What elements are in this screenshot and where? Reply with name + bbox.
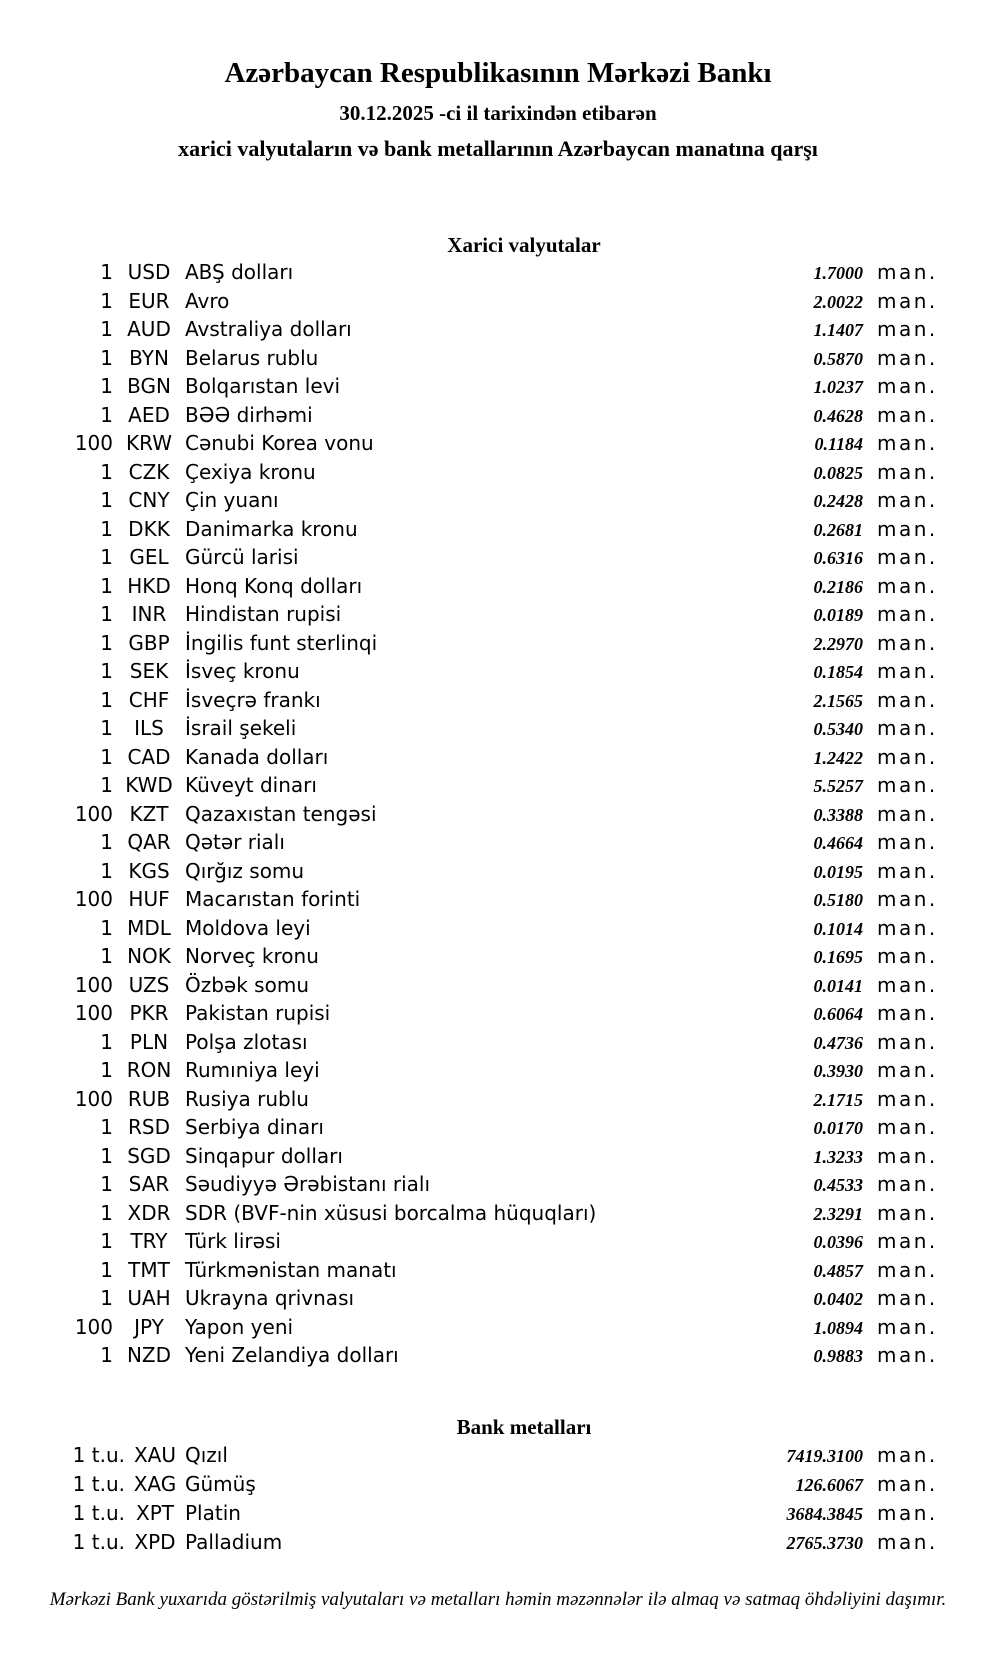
currency-code: SEK [129, 659, 169, 683]
currency-quantity: 1 [100, 516, 113, 541]
currency-name: Qırğız somu [185, 858, 305, 883]
currency-name: ABŞ dolları [185, 260, 294, 284]
currency-row [0, 1342, 996, 1371]
currency-name: Rusiya rublu [185, 1086, 309, 1111]
currency-code: JPY [134, 1314, 164, 1339]
currency-name: Danimarka kronu [185, 516, 358, 541]
currency-quantity: 100 [74, 972, 113, 997]
currency-code: GBP [128, 630, 170, 655]
currency-code: UAH [127, 1286, 171, 1310]
currency-unit-label: man. [877, 944, 938, 968]
currency-unit-label: man. [877, 830, 938, 854]
currency-rate: 0.2681 [813, 519, 863, 540]
currency-rate: 0.5870 [813, 348, 863, 369]
currency-code: CAD [127, 744, 171, 769]
currency-code: KGS [128, 858, 170, 883]
currency-quantity: 1 [100, 1229, 113, 1253]
currency-row [0, 373, 996, 402]
currency-row [0, 487, 996, 516]
currency-name: Yeni Zelandiya dolları [185, 1343, 399, 1367]
currency-rate: 0.4533 [813, 1175, 863, 1195]
currency-code: CZK [128, 459, 170, 484]
currency-name: Sinqapur dolları [185, 1143, 343, 1168]
currency-name: Qətər rialı [185, 830, 285, 854]
currency-unit-label: man. [877, 1257, 938, 1282]
metal-rate: 126.6067 [795, 1474, 863, 1495]
currency-quantity: 1 [100, 1029, 113, 1054]
currency-unit-label: man. [877, 345, 938, 370]
currency-unit-label: man. [877, 602, 938, 626]
currency-quantity: 1 [100, 288, 113, 313]
currency-name: İsveçrə frankı [185, 687, 321, 712]
currency-rate: 0.0402 [813, 1289, 863, 1309]
currency-quantity: 1 [100, 630, 113, 655]
currency-unit-label: man. [877, 1086, 938, 1111]
currency-quantity: 1 [100, 1286, 113, 1310]
metal-unit-label: man. [877, 1500, 938, 1525]
metal-quantity: 1 t.u. [72, 1500, 125, 1525]
currency-name: Gürcü larisi [185, 545, 299, 569]
currencies-table [0, 259, 996, 1371]
metal-row [0, 1528, 996, 1557]
currency-unit-label: man. [877, 773, 938, 797]
currency-code: UZS [128, 972, 170, 997]
currency-rate: 0.5180 [813, 890, 863, 910]
metal-code: XPT [136, 1500, 174, 1525]
currency-code: MDL [127, 915, 171, 940]
metals-section-title: Bank metalları [456, 1414, 592, 1439]
currency-code: ILS [134, 716, 164, 740]
currency-row [0, 972, 996, 1001]
currency-row [0, 402, 996, 431]
currency-rate: 0.0170 [813, 1118, 863, 1138]
foreign-currencies-section [0, 233, 996, 1371]
currency-unit-label: man. [877, 431, 938, 455]
currency-unit-label: man. [877, 1200, 938, 1225]
currency-name: Avstraliya dolları [185, 317, 352, 341]
metal-code: XAG [133, 1471, 177, 1496]
currency-row [0, 316, 996, 345]
currency-code: SGD [127, 1143, 171, 1168]
currency-row [0, 544, 996, 573]
currency-row [0, 1086, 996, 1115]
currency-quantity: 1 [100, 260, 113, 284]
currency-code: AED [128, 402, 170, 427]
currency-code: DKK [128, 516, 170, 541]
currency-rate: 0.0195 [813, 861, 863, 882]
currency-name: Macarıstan forinti [185, 887, 361, 911]
currency-unit-label: man. [877, 1314, 938, 1339]
currency-unit-label: man. [877, 972, 938, 997]
currency-name: Belarus rublu [185, 345, 319, 370]
currency-unit-label: man. [877, 402, 938, 427]
metal-code: XPD [134, 1529, 176, 1554]
metal-row [0, 1499, 996, 1528]
currency-row [0, 459, 996, 488]
currency-row [0, 288, 996, 317]
currency-quantity: 1 [100, 1058, 113, 1082]
currency-row [0, 744, 996, 773]
currency-rate: 1.2422 [813, 747, 863, 768]
disclaimer-text: Mərkəzi Bank yuxarıda göstərilmiş valyutaları və metalları həmin məzənnələr ilə almaq və satmaq öhdəliyini daşımır. [49, 1588, 947, 1610]
currency-rate: 0.5340 [813, 719, 863, 739]
currency-rate: 0.9883 [813, 1346, 863, 1366]
currency-row [0, 715, 996, 744]
currency-name: Serbiya dinarı [185, 1115, 324, 1139]
currency-rate: 0.6316 [813, 548, 863, 568]
metal-row [0, 1470, 996, 1499]
currency-rate: 0.6064 [813, 1004, 863, 1024]
currency-code: INR [131, 602, 167, 626]
currency-code: PLN [129, 1029, 169, 1054]
currency-row [0, 772, 996, 801]
currency-quantity: 1 [100, 858, 113, 883]
currency-quantity: 100 [74, 1086, 113, 1111]
currency-name: İsrail şekeli [185, 716, 297, 740]
exchange-rate-bulletin [0, 57, 996, 1655]
currency-rate: 0.1695 [813, 947, 863, 967]
currency-code: QAR [127, 830, 171, 854]
currency-rate: 0.4664 [813, 833, 863, 853]
currency-row [0, 1171, 996, 1200]
currency-name: Özbək somu [185, 972, 309, 997]
currency-row [0, 1257, 996, 1286]
currency-name: Norveç kronu [185, 944, 319, 968]
currency-rate: 0.0141 [813, 975, 863, 996]
currency-quantity: 1 [100, 915, 113, 940]
currency-unit-label: man. [877, 915, 938, 940]
currency-unit-label: man. [877, 260, 938, 284]
currency-code: SAR [128, 1172, 170, 1196]
currency-code: GEL [129, 545, 169, 569]
currency-rate: 0.2186 [813, 576, 863, 597]
currency-rate: 2.3291 [813, 1203, 863, 1224]
currency-name: Ukrayna qrivnası [185, 1286, 355, 1310]
currency-quantity: 1 [100, 1172, 113, 1196]
currency-row [0, 1314, 996, 1343]
currency-row [0, 1228, 996, 1257]
bank-metals-section [0, 1415, 996, 1557]
currency-name: Polşa zlotası [185, 1029, 308, 1054]
currency-row [0, 1029, 996, 1058]
currencies-section-title: Xarici valyutalar [447, 233, 601, 257]
currency-name: Çin yuanı [185, 488, 279, 512]
currency-unit-label: man. [877, 1143, 938, 1168]
currency-unit-label: man. [877, 573, 938, 598]
currency-quantity: 1 [100, 488, 113, 512]
currency-unit-label: man. [877, 1286, 938, 1310]
currency-unit-label: man. [877, 1001, 938, 1025]
currency-unit-label: man. [877, 1058, 938, 1082]
currency-rate: 0.1014 [813, 918, 863, 939]
currency-unit-label: man. [877, 317, 938, 341]
currency-unit-label: man. [877, 716, 938, 740]
currency-unit-label: man. [877, 887, 938, 911]
currency-name: Yapon yeni [185, 1314, 294, 1339]
currency-code: XDR [127, 1200, 171, 1225]
currency-quantity: 100 [74, 887, 113, 911]
currency-code: BYN [129, 345, 169, 370]
metal-name: Platin [185, 1500, 241, 1525]
metal-code: XAU [133, 1442, 177, 1467]
currency-rate: 0.2428 [813, 491, 863, 511]
document-header [0, 57, 996, 161]
currency-rate: 0.0825 [813, 462, 863, 483]
metal-rate: 2765.3730 [786, 1532, 863, 1553]
currency-rate: 2.2970 [813, 633, 863, 654]
currency-row [0, 1143, 996, 1172]
currency-quantity: 1 [100, 773, 113, 797]
currency-quantity: 1 [100, 1143, 113, 1168]
currency-quantity: 1 [100, 573, 113, 598]
currency-unit-label: man. [877, 630, 938, 655]
currency-code: KRW [126, 431, 172, 455]
metal-unit-label: man. [877, 1471, 938, 1496]
currency-row [0, 943, 996, 972]
currency-quantity: 1 [100, 659, 113, 683]
currency-name: Pakistan rupisi [185, 1001, 331, 1025]
currency-code: AUD [127, 317, 171, 341]
currency-unit-label: man. [877, 374, 938, 398]
currency-rate: 1.3233 [813, 1146, 863, 1167]
currency-code: TRY [130, 1229, 168, 1253]
currency-row [0, 1200, 996, 1229]
currency-rate: 0.3930 [813, 1061, 863, 1081]
bank-title: Azərbaycan Respublikasının Mərkəzi Bankı [224, 57, 772, 89]
metal-name: Qızıl [185, 1442, 228, 1467]
currency-rate: 0.1854 [813, 662, 863, 682]
currency-name: Avro [185, 288, 230, 313]
currency-quantity: 1 [100, 1115, 113, 1139]
currency-row [0, 1285, 996, 1314]
currency-row [0, 886, 996, 915]
currency-row [0, 601, 996, 630]
currency-code: PKR [129, 1001, 169, 1025]
currency-rate: 0.0189 [813, 605, 863, 625]
effective-date-line: 30.12.2025 -ci il tarixindən etibarən [339, 101, 657, 125]
currency-unit-label: man. [877, 1229, 938, 1253]
currency-rate: 0.0396 [813, 1232, 863, 1252]
currency-quantity: 1 [100, 716, 113, 740]
currency-unit-label: man. [877, 858, 938, 883]
currency-quantity: 1 [100, 687, 113, 712]
currency-rate: 1.0894 [813, 1317, 863, 1338]
currency-row [0, 1000, 996, 1029]
currency-quantity: 1 [100, 830, 113, 854]
metal-row [0, 1441, 996, 1470]
currency-rate: 0.4628 [813, 405, 863, 426]
currency-rate: 2.1715 [813, 1089, 863, 1110]
currency-name: Rumıniya leyi [185, 1058, 320, 1082]
currency-code: RUB [127, 1086, 171, 1111]
currency-row [0, 915, 996, 944]
currency-name: Cənubi Korea vonu [185, 431, 374, 455]
currency-quantity: 1 [100, 1200, 113, 1225]
currency-code: RON [126, 1058, 172, 1082]
currency-rate: 1.1407 [813, 320, 863, 340]
currency-unit-label: man. [877, 687, 938, 712]
currency-rate: 2.1565 [813, 690, 863, 711]
currency-code: EUR [128, 288, 170, 313]
metal-name: Palladium [185, 1529, 283, 1554]
currency-name: Hindistan rupisi [185, 602, 342, 626]
currency-row [0, 516, 996, 545]
currency-unit-label: man. [877, 1172, 938, 1196]
currency-code: CHF [128, 687, 170, 712]
currency-unit-label: man. [877, 801, 938, 826]
currency-name: Türk lirəsi [185, 1229, 281, 1253]
currency-name: Kanada dolları [185, 744, 329, 769]
metal-name: Gümüş [185, 1471, 256, 1496]
metal-rate: 3684.3845 [786, 1503, 863, 1524]
metal-quantity: 1 t.u. [72, 1442, 125, 1467]
currency-rate: 0.3388 [813, 804, 863, 825]
currency-unit-label: man. [877, 516, 938, 541]
currency-row [0, 858, 996, 887]
currency-code: BGN [127, 374, 171, 398]
currency-rate: 0.1184 [814, 434, 863, 454]
currency-quantity: 1 [100, 944, 113, 968]
currency-name: İngilis funt sterlinqi [185, 630, 378, 655]
currency-quantity: 1 [100, 402, 113, 427]
currency-code: USD [127, 260, 171, 284]
currency-name: İsveç kronu [185, 659, 300, 683]
metals-table [0, 1441, 996, 1557]
currency-rate: 1.0237 [813, 377, 863, 397]
currency-quantity: 1 [100, 317, 113, 341]
metal-quantity: 1 t.u. [72, 1471, 125, 1496]
document-footer [0, 1588, 996, 1612]
currency-row [0, 687, 996, 716]
currency-name: BƏƏ dirhəmi [185, 402, 313, 427]
document-subject-line: xarici valyutaların və bank metallarının Azərbaycan manatına qarşı [178, 136, 818, 161]
currency-quantity: 1 [100, 345, 113, 370]
currency-unit-label: man. [877, 1343, 938, 1367]
metal-unit-label: man. [877, 1442, 938, 1467]
currency-unit-label: man. [877, 288, 938, 313]
metal-rate: 7419.3100 [786, 1445, 863, 1466]
currency-quantity: 1 [100, 1257, 113, 1282]
currency-unit-label: man. [877, 744, 938, 769]
currency-row [0, 829, 996, 858]
currency-unit-label: man. [877, 1029, 938, 1054]
currency-rate: 0.4736 [813, 1032, 863, 1053]
currency-rate: 0.4857 [813, 1260, 863, 1281]
currency-unit-label: man. [877, 1115, 938, 1139]
currency-name: Küveyt dinarı [185, 773, 317, 797]
currency-quantity: 1 [100, 1343, 113, 1367]
currency-name: Çexiya kronu [185, 459, 316, 484]
currency-row [0, 630, 996, 659]
currency-row [0, 430, 996, 459]
currency-row [0, 801, 996, 830]
currency-rate: 5.5257 [813, 776, 863, 796]
currency-name: Qazaxıstan tengəsi [185, 801, 377, 826]
metal-unit-label: man. [877, 1529, 938, 1554]
currency-rate: 1.7000 [813, 263, 863, 283]
currency-quantity: 1 [100, 602, 113, 626]
currency-row [0, 259, 996, 288]
currency-rate: 2.0022 [813, 291, 863, 312]
currency-unit-label: man. [877, 459, 938, 484]
currency-quantity: 1 [100, 545, 113, 569]
currency-name: Honq Konq dolları [185, 573, 363, 598]
currency-quantity: 1 [100, 744, 113, 769]
currency-name: SDR (BVF-nin xüsusi borcalma hüquqları) [185, 1200, 597, 1225]
currency-name: Türkmənistan manatı [185, 1257, 397, 1282]
currency-unit-label: man. [877, 545, 938, 569]
currency-unit-label: man. [877, 659, 938, 683]
currency-name: Moldova leyi [185, 915, 311, 940]
metal-quantity: 1 t.u. [72, 1529, 125, 1554]
currency-name: Bolqarıstan levi [185, 374, 341, 398]
currency-quantity: 100 [74, 431, 113, 455]
currency-row [0, 345, 996, 374]
currency-code: HUF [128, 887, 170, 911]
currency-name: Səudiyyə Ərəbistanı rialı [185, 1172, 431, 1196]
currency-quantity: 100 [74, 1001, 113, 1025]
currency-code: RSD [128, 1115, 170, 1139]
currency-code: NOK [127, 944, 171, 968]
currency-row [0, 573, 996, 602]
currency-code: KWD [125, 773, 173, 797]
currency-code: NZD [126, 1343, 172, 1367]
currency-row [0, 1114, 996, 1143]
currency-row [0, 1057, 996, 1086]
currency-quantity: 100 [74, 801, 113, 826]
currency-quantity: 1 [100, 374, 113, 398]
currency-quantity: 100 [74, 1314, 113, 1339]
currency-code: TMT [128, 1257, 170, 1282]
currency-code: HKD [127, 573, 171, 598]
currency-unit-label: man. [877, 488, 938, 512]
currency-row [0, 658, 996, 687]
currency-code: KZT [129, 801, 169, 826]
currency-quantity: 1 [100, 459, 113, 484]
currency-code: CNY [128, 488, 170, 512]
